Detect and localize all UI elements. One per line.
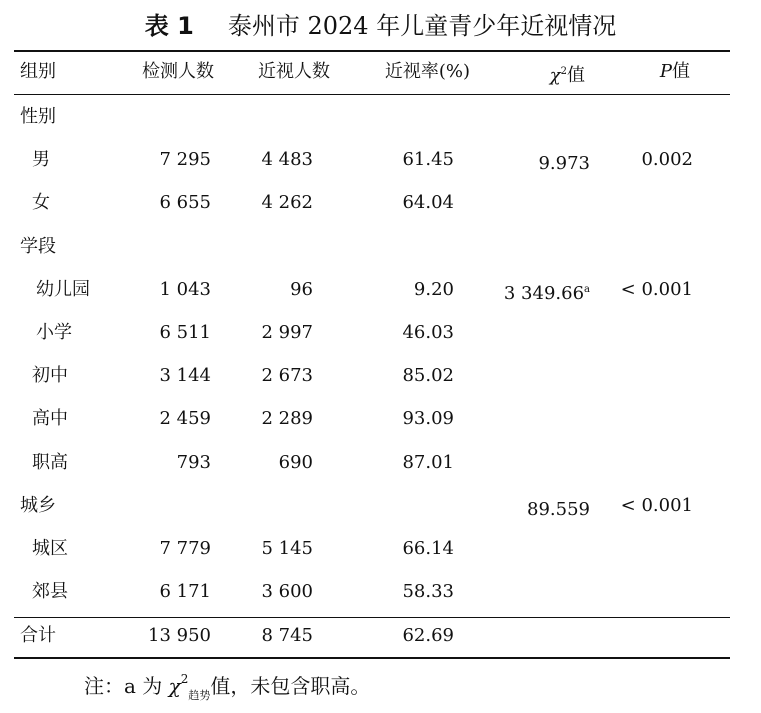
tested-cell: 6 655 (159, 192, 211, 214)
total-label: 合计 (20, 625, 56, 646)
table-row (14, 399, 730, 439)
chi-square-value: 89.559 (527, 498, 590, 520)
header-group: 组别 (20, 61, 56, 82)
tested-cell: 7 779 (159, 538, 211, 559)
table-row (14, 529, 730, 569)
header-p-symbol: P (659, 61, 672, 82)
group-cell: 幼儿园 (36, 278, 90, 300)
group-cell: 小学 (36, 322, 72, 343)
chi-square-cell (538, 140, 590, 180)
note-chi-sub: 趋势 (188, 689, 211, 702)
table-row (14, 356, 730, 396)
rate-cell: 87.01 (402, 451, 454, 473)
bottom-rule (14, 657, 730, 659)
total-myopia: 8 745 (261, 625, 313, 646)
header-p-suffix: 值 (672, 61, 690, 82)
table-row (14, 183, 730, 223)
chi-square-footnote-mark: a (584, 283, 590, 295)
tested-cell: 6 511 (159, 322, 211, 343)
table-row (14, 227, 730, 267)
myopia-cell: 2 997 (261, 322, 313, 343)
myopia-cell: 2 289 (261, 408, 313, 430)
table-row (14, 313, 730, 353)
rate-cell: 61.45 (402, 149, 454, 171)
table-row (14, 97, 730, 137)
table-row (14, 486, 730, 526)
header-rate: 近视率(%) (384, 61, 470, 82)
note-prefix: 注：a 为 (84, 674, 169, 698)
group-cell: 学段 (20, 235, 56, 257)
header-rule (14, 94, 730, 95)
chi-square-cell (504, 270, 590, 310)
rate-cell: 64.04 (402, 192, 454, 214)
rate-cell: 93.09 (402, 408, 454, 430)
header-chi-symbol: χ (549, 65, 561, 86)
myopia-cell: 3 600 (261, 581, 313, 603)
table-row (14, 270, 730, 310)
group-cell: 城区 (32, 538, 68, 559)
myopia-cell: 96 (290, 278, 313, 300)
header-row (14, 52, 730, 92)
total-tested: 13 950 (148, 625, 211, 646)
myopia-cell: 4 262 (261, 192, 313, 214)
group-cell: 郊县 (32, 581, 68, 603)
p-value-cell: 0.002 (641, 149, 693, 171)
note-chi-symbol: χ (168, 674, 181, 698)
table-title (0, 8, 761, 44)
tested-cell: 2 459 (159, 408, 211, 430)
table-note (84, 662, 370, 713)
header-p-value (660, 52, 690, 92)
note-chi-sup: 2 (180, 672, 189, 686)
group-cell: 职高 (32, 451, 68, 473)
header-chi-square (550, 52, 585, 92)
tested-cell: 7 295 (159, 149, 211, 171)
myopia-cell: 4 483 (261, 149, 313, 171)
tested-cell: 793 (176, 451, 211, 473)
table-title-text: 泰州市 2024 年儿童青少年近视情况 (227, 12, 617, 40)
header-myopia: 近视人数 (258, 61, 330, 82)
rate-cell: 66.14 (402, 538, 454, 559)
chi-square-value: 3 349.66 (503, 282, 585, 304)
header-chi-suffix: 值 (567, 65, 585, 86)
total-row (14, 616, 730, 656)
rate-cell: 58.33 (402, 581, 454, 603)
rate-cell: 46.03 (402, 322, 454, 343)
p-value-cell: < 0.001 (620, 278, 693, 300)
header-tested: 检测人数 (142, 61, 214, 82)
note-suffix: 值，未包含职高。 (210, 674, 371, 698)
chi-square-value: 9.973 (538, 153, 590, 175)
group-cell: 性别 (20, 106, 56, 127)
table-label: 表 1 (144, 12, 194, 40)
group-cell: 高中 (32, 408, 68, 430)
rate-cell: 9.20 (413, 278, 454, 300)
group-cell: 初中 (32, 365, 68, 387)
group-cell: 女 (32, 192, 50, 214)
tested-cell: 1 043 (159, 278, 211, 300)
total-rate: 62.69 (402, 625, 454, 646)
table-row (14, 140, 730, 180)
myopia-cell: 2 673 (261, 365, 313, 387)
group-cell: 城乡 (20, 494, 56, 516)
group-cell: 男 (32, 149, 50, 171)
rate-cell: 85.02 (402, 365, 454, 387)
p-value-cell: < 0.001 (620, 494, 693, 516)
table-row (14, 572, 730, 612)
myopia-cell: 690 (278, 451, 313, 473)
tested-cell: 6 171 (159, 581, 211, 603)
tested-cell: 3 144 (159, 365, 211, 387)
chi-square-cell (527, 486, 590, 526)
myopia-cell: 5 145 (261, 538, 313, 559)
table-row (14, 443, 730, 483)
header-chi-sup: 2 (560, 66, 567, 77)
